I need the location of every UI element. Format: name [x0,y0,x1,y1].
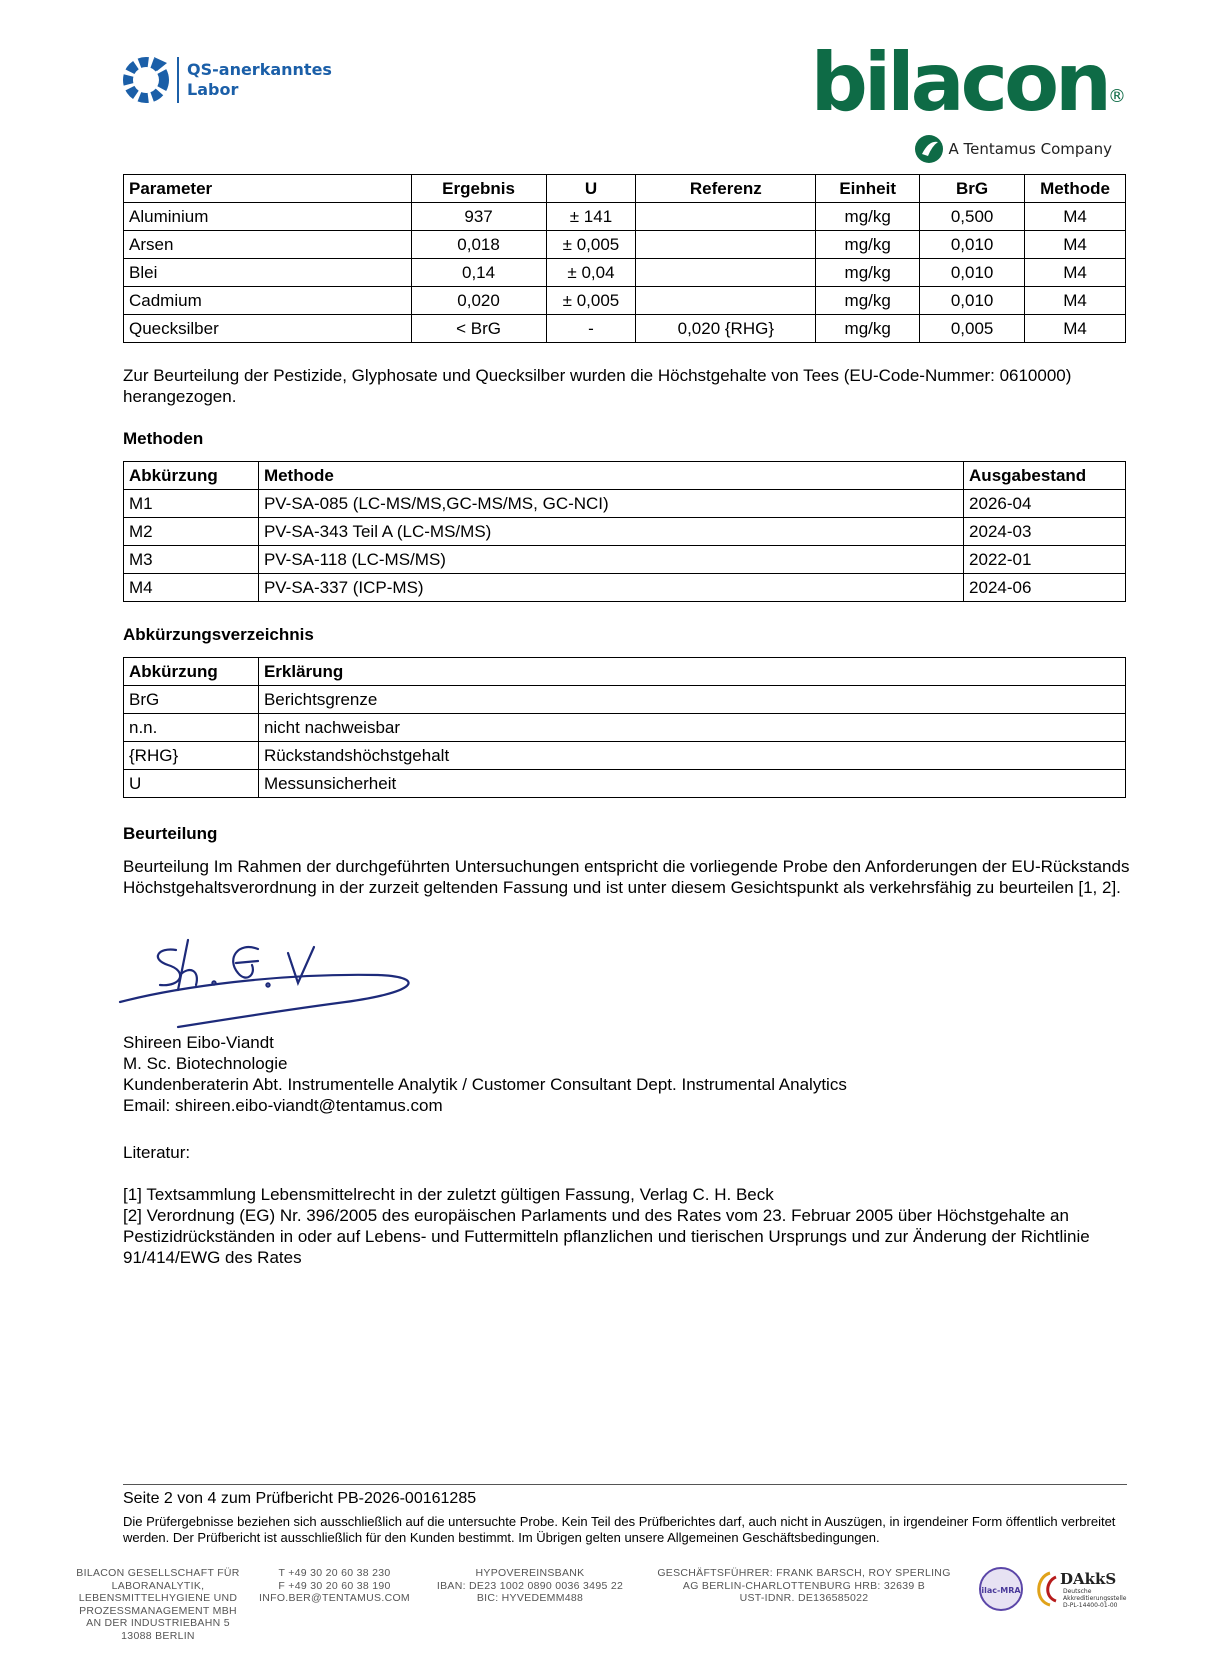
table-cell: PV-SA-118 (LC-MS/MS) [258,546,963,574]
table-cell: Cadmium [124,287,412,315]
accreditation-logos [978,1566,1126,1612]
address-line: BILACON GESELLSCHAFT FÜR [76,1567,240,1579]
address-line: 13088 BERLIN [121,1629,195,1642]
col-header: Abkürzung [124,658,259,686]
table-cell: ± 0,04 [546,259,636,287]
ilac-mra-label: ilac-MRA [981,1586,1021,1595]
qs-line-2: Labor [187,80,239,99]
bank-details [422,1567,638,1605]
table-cell: M4 [124,574,259,602]
table-cell: 2026-04 [964,490,1126,518]
dakks-sub-line: D-PL-14400-01-00 [1063,1601,1118,1609]
table-cell: M2 [124,518,259,546]
contact-line: T +49 30 20 60 38 230 [278,1567,391,1579]
table-cell: Aluminium [124,203,412,231]
methods-table [123,461,1126,602]
table-cell: mg/kg [816,231,920,259]
table-cell: M4 [1025,231,1126,259]
table-cell: nicht nachweisbar [258,714,1125,742]
management-details [648,1567,960,1605]
table-cell: ± 0,005 [546,231,636,259]
qs-logo [121,55,332,105]
table-cell: 0,010 [920,259,1025,287]
contact-line: F +49 30 20 60 38 190 [278,1579,391,1592]
table-cell: n.n. [124,714,259,742]
col-header: BrG [920,175,1025,203]
table-cell: PV-SA-337 (ICP-MS) [258,574,963,602]
table-cell: Arsen [124,231,412,259]
signatory-name: Shireen Eibo-Viandt [123,1033,274,1052]
qs-line-1: QS-anerkanntes [187,60,332,79]
table-row [124,518,1126,546]
table-row [124,490,1126,518]
table-cell: - [546,315,636,343]
signatory-block [123,1032,1133,1116]
col-header: Einheit [816,175,920,203]
address-line: AN DER INDUSTRIEBAHN 5 [86,1617,230,1629]
table-cell: M4 [1025,315,1126,343]
signatory-degree: M. Sc. Biotechnologie [123,1054,288,1073]
table-cell: 937 [411,203,546,231]
table-row [124,203,1126,231]
bank-line: IBAN: DE23 1002 0890 0036 3495 22 [436,1579,624,1592]
table-cell: Rückstandshöchstgehalt [258,742,1125,770]
signatory-role: Kundenberaterin Abt. Instrumentelle Analytik / Customer Consultant Dept. Instrumental Analytics [123,1075,847,1094]
table-cell [636,231,816,259]
col-header: Ergebnis [411,175,546,203]
table-cell: ± 0,005 [546,287,636,315]
col-header: Methode [258,462,963,490]
table-row [124,315,1126,343]
table-cell: Blei [124,259,412,287]
table-cell: Messunsicherheit [258,770,1125,798]
table-cell: mg/kg [816,203,920,231]
assessment-basis-note: Zur Beurteilung der Pestizide, Glyphosate und Quecksilber wurden die Höchstgehalte von Tees (EU-Code-Nummer: 0610000) herangezogen. [123,366,1072,406]
table-row [124,287,1126,315]
dakks-subtext [1063,1588,1126,1609]
dakks-sub-line: Akkreditierungsstelle [1063,1594,1127,1602]
table-row [124,574,1126,602]
dakks-logo [1060,1570,1126,1609]
management-line: AG BERLIN-CHARLOTTENBURG HRB: 32639 B [682,1579,926,1592]
management-line: GESCHÄFTSFÜHRER: FRANK BARSCH, ROY SPERLING [657,1567,951,1579]
abbreviations-table [123,657,1126,798]
table-cell: 0,018 [411,231,546,259]
table-row [124,259,1126,287]
footer-disclaimer: Die Prüfergebnisse beziehen sich ausschließlich auf die untersuchte Probe. Kein Teil des Prüfberichtes darf, auch nicht in Auszügen, in irgendeiner Form öffentlich verbreitet werden. Der Prüfbericht ist ausschließlich für den Kunden bestimmt. Im Übrigen gelten unsere Allgemeinen Geschäftsbedingungen. [123,1514,1116,1545]
table-cell: PV-SA-343 Teil A (LC-MS/MS) [258,518,963,546]
literature-ref: [1] Textsammlung Lebensmittelrecht in der zuletzt gültigen Fassung, Verlag C. H. Beck [123,1185,774,1204]
ilac-mra-logo [978,1566,1024,1612]
address-line: LEBENSMITTELHYGIENE UND [78,1592,238,1604]
table-row [124,742,1126,770]
results-header-row [124,175,1126,203]
abbreviations-heading: Abkürzungsverzeichnis [123,625,314,644]
handwritten-signature [118,935,428,1035]
footer-divider [123,1484,1127,1485]
registered-mark: ® [1108,86,1126,107]
col-header: Erklärung [258,658,1125,686]
company-address [70,1567,246,1642]
table-row [124,770,1126,798]
table-cell: 0,010 [920,231,1025,259]
brand-name: bilacon [810,36,1108,129]
methods-heading: Methoden [123,429,204,448]
col-header: Abkürzung [124,462,259,490]
signatory-email: Email: shireen.eibo-viandt@tentamus.com [123,1096,443,1115]
table-cell: 2022-01 [964,546,1126,574]
assessment-text: Beurteilung Im Rahmen der durchgeführten Untersuchungen entspricht die vorliegende Probe den Anforderungen der EU-Rückstands Höchstgehaltsverordnung in der zurzeit geltenden Fassung und ist unter diesem Gesichtspunkt als verkehrsfähig zu beurteilen [1, 2]. [123,857,1130,897]
table-cell: 2024-06 [964,574,1126,602]
table-cell: mg/kg [816,315,920,343]
table-cell: mg/kg [816,259,920,287]
management-line: UST-IDNR. DE136585022 [739,1592,869,1604]
table-cell: 2024-03 [964,518,1126,546]
table-cell: M4 [1025,287,1126,315]
table-cell: ± 141 [546,203,636,231]
table-cell: PV-SA-085 (LC-MS/MS,GC-MS/MS, GC-NCI) [258,490,963,518]
page-indicator: Seite 2 von 4 zum Prüfbericht PB-2026-00161285 [123,1490,477,1507]
contact-line: INFO.BER@TENTAMUS.COM [259,1592,410,1604]
table-cell: Berichtsgrenze [258,686,1125,714]
table-cell: 0,500 [920,203,1025,231]
col-header: Referenz [636,175,816,203]
abbrev-header-row [124,658,1126,686]
table-cell: < BrG [411,315,546,343]
company-contact [252,1567,417,1605]
table-cell [636,287,816,315]
table-cell: M4 [1025,259,1126,287]
table-cell [636,259,816,287]
qs-label [187,60,332,100]
table-cell: 0,020 [411,287,546,315]
table-cell: M4 [1025,203,1126,231]
address-line: PROZESSMANAGEMENT MBH [79,1604,237,1617]
bank-line: HYPOVEREINSBANK [475,1567,585,1579]
table-row [124,546,1126,574]
table-cell: BrG [124,686,259,714]
address-line: LABORANALYTIK, [111,1579,205,1592]
dakks-mark-icon [1030,1569,1060,1609]
methods-header-row [124,462,1126,490]
bank-line: BIC: HYVEDEMM488 [476,1592,584,1604]
table-row [124,686,1126,714]
table-cell: mg/kg [816,287,920,315]
qs-divider [177,57,179,103]
table-cell: 0,005 [920,315,1025,343]
col-header: Parameter [124,175,412,203]
table-cell: M1 [124,490,259,518]
tentamus-leaf-icon [914,134,944,164]
col-header: Ausgabestand [964,462,1126,490]
table-cell [636,203,816,231]
col-header: U [546,175,636,203]
table-cell: {RHG} [124,742,259,770]
table-cell: U [124,770,259,798]
table-row [124,231,1126,259]
dakks-label: DAkkS [1060,1569,1117,1588]
assessment-heading: Beurteilung [123,824,218,843]
table-cell: 0,010 [920,287,1025,315]
results-table [123,174,1126,343]
brand-tagline: A Tentamus Company [948,140,1112,158]
brand-subline [811,134,1112,164]
bilacon-logo [811,38,1126,164]
literature-list [123,1184,1133,1268]
literature-ref: [2] Verordnung (EG) Nr. 396/2005 des europäischen Parlaments und des Rates vom 23. Februar 2005 über Höchstgehalte an Pestizidrückständen in oder auf Lebens- und Futtermitteln pflanzlichen und tierischen Ursprungs und zur Änderung der Richtlinie 91/414/EWG des Rates [123,1206,1090,1267]
table-row [124,714,1126,742]
table-cell: Quecksilber [124,315,412,343]
table-cell: 0,020 {RHG} [636,315,816,343]
qs-circle-arrows-icon [121,55,171,105]
dakks-sub-line: Deutsche [1063,1587,1092,1595]
col-header: Methode [1025,175,1126,203]
table-cell: M3 [124,546,259,574]
literature-title: Literatur: [123,1143,191,1162]
table-cell: 0,14 [411,259,546,287]
